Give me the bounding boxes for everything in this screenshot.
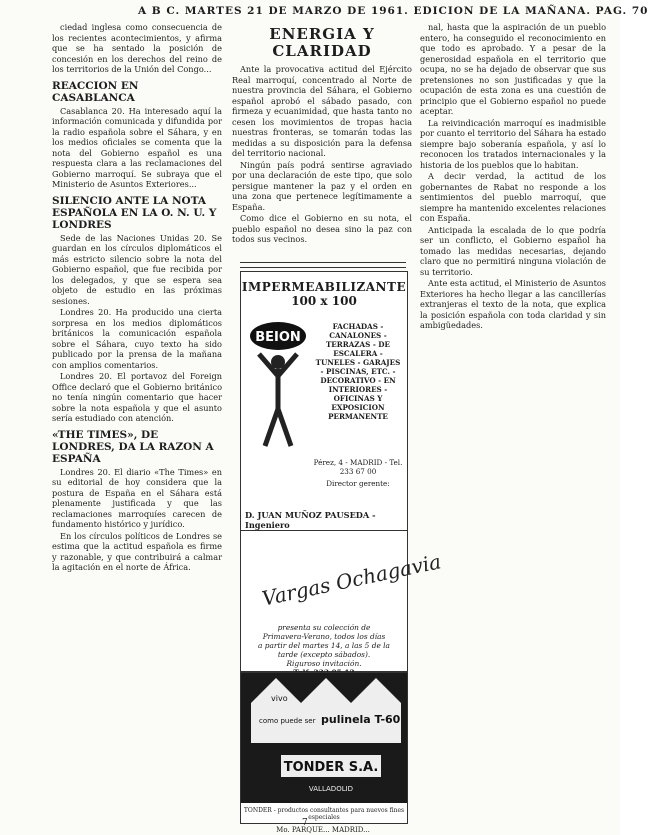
- page-number: 7: [302, 818, 308, 828]
- ad-line: Riguroso invitación.: [286, 659, 362, 668]
- ad-line: a partir del martes 14, a las 5 de la tarde (excepto sábados).: [258, 641, 390, 659]
- ad-address: [313, 458, 403, 488]
- address-text: Pérez, 4 - MADRID - Tel. 233 67 00: [313, 458, 403, 476]
- paragraph: Anticipada la escalada de lo que podría ser un conflicto, el Gobierno español ha tomado las medidas necesarias, dejando claro que no permitirá ninguna violación de su territorio.: [420, 224, 606, 277]
- crown-graphic: [241, 673, 407, 803]
- ad-line1: vivo: [271, 694, 288, 703]
- paragraph: Ante esta actitud, el Ministerio de Asuntos Exteriores ha hecho llegar a las cancillerías extranjeras el texto de la nota, que explica la posición española con toda claridad y sin ambigüedades.: [420, 278, 606, 330]
- paragraph: Londres 20. Ha producido una cierta sorpresa en los medios diplomáticos británicos la comunicación española sobre el Sáhara, cuyo texto ha sido publicado por la prensa de la mañana con amplios comentarios.: [52, 307, 222, 370]
- article-intro: ciedad inglesa como consecuencia de los recientes acontecimientos, y afirma que se ha sentado la posición de concesión en los derechos del reino de los territorios de la Unión del Congo...: [52, 22, 222, 74]
- divider: [240, 262, 406, 268]
- director-label: Director gerente:: [326, 479, 390, 488]
- ad-dark-graphic: [241, 673, 407, 803]
- headline-times: «THE TIMES», DE LONDRES, DA LA RAZON A ESPAÑA: [52, 428, 214, 465]
- ad-title: IMPERMEABILIZANTE: [241, 280, 407, 294]
- paragraph: Ante la provocativa actitud del Ejército Real marroquí, concentrado al Norte de nuestra provincia del Sáhara, el Gobierno español aprobó el sábado pasado, con firmeza y ecuanimidad, que hasta tanto no cesen los movimientos de tropas hacia nuestras fronteras, se tomarán todas las medidas a su disposición para la defensa del territorio nacional.: [232, 64, 412, 158]
- ad-brand: pulinela T-60: [321, 713, 401, 726]
- page-header: A B C. MARTES 21 DE MARZO DE 1961. EDICION DE LA MAÑANA. PAG. 70: [138, 5, 648, 17]
- headline-energia: ENERGIA Y CLARIDAD: [269, 25, 375, 60]
- paragraph: A decir verdad, la actitud de los gobernantes de Rabat no responde a los sentimientos del pueblo marroquí, que siempre ha mantenido excelentes relaciones con España.: [420, 171, 606, 223]
- ad-city: VALLADOLID: [308, 785, 354, 793]
- advertisement-tonder: [240, 672, 408, 824]
- column-left: [52, 22, 222, 812]
- paragraph: nal, hasta que la aspiración de un pueblo entero, ha conseguido el reconocimiento en que todo es aprobado. Y a pesar de la generosidad española en el territorio que ocupa, no se ha dejado de observar que sus pretensiones no son justificadas y que la ocupación de esta zona es una cuestión de principio que el Gobierno español no puede aceptar.: [420, 22, 606, 116]
- ad-subtitle: 100 x 100: [291, 294, 357, 308]
- signature-text: Vargas Ochagavia: [259, 549, 444, 611]
- signature-logo: [253, 549, 444, 621]
- paragraph: Ningún país podrá sentirse agraviado por una declaración de este tipo, que solo persigue mantener la paz y el orden en una zona que pertenece legítimamente a España.: [232, 159, 412, 212]
- ad-company: TONDER S.A.: [283, 760, 379, 775]
- paragraph: Sede de las Naciones Unidas 20. Se guardan en los círculos diplomáticos el más estricto silencio sobre la nota del Gobierno español, que fue recibida por los delegados, y que se espera sea objeto de estudio en las próximas sesiones.: [52, 232, 222, 306]
- ad-caption: Mo. PARQUE... MADRID...: [276, 826, 370, 834]
- paragraph: Londres 20. El diario «The Times» en su editorial de hoy considera que la postura de España en el Sáhara está plenamente justificada y que las reclamaciones marroquíes carecen de fundamento histórico y jurídico.: [52, 466, 222, 529]
- ad-line: Primavera-Verano, todos los días: [262, 632, 386, 641]
- ad-line2: como puede ser: [259, 717, 316, 725]
- headline-silencio: SILENCIO ANTE LA NOTA ESPAÑOLA EN LA O. N. U. Y LONDRES: [52, 194, 217, 231]
- ad-description: [247, 623, 401, 677]
- paragraph: En los círculos políticos de Londres se estima que la actitud española es firme y razonable, y que contribuirá a calmar la agitación en el norte de África.: [52, 530, 222, 572]
- ad-services-list: FACHADAS - CANALONES - TERRAZAS - DE ESCALERA - TUNELES - GARAJES - PISCINAS, ETC. - DECORATIVO - EN INTERIORES - OFICINAS Y EXPOSICION PERMANENTE: [315, 322, 401, 421]
- ad-line: presenta su colección de: [277, 623, 371, 632]
- advertisement-vargas-ochagavia: [240, 530, 444, 672]
- logo-text: BEION: [255, 330, 301, 345]
- ad-footer: TONDER - productos consultantes para nuevos fines especiales: [243, 807, 405, 821]
- advertisement-impermeabilizante: [240, 271, 408, 531]
- beion-figure-logo: [247, 314, 309, 454]
- ad-engineer: D. JUAN MUÑOZ PAUSEDA - Ingeniero: [245, 510, 376, 530]
- headline-casablanca: REACCION EN CASABLANCA: [52, 79, 139, 104]
- paragraph: Casablanca 20. Ha interesado aquí la información comunicada y difundida por la radio española sobre el Sáhara, y en los medios oficiales se comenta que la nota del Gobierno español es una respuesta clara a las reclamaciones del Gobierno marroquí. Se subraya que el Ministerio de Asuntos Exteriores...: [52, 105, 222, 189]
- paragraph: La reivindicación marroquí es inadmisible por cuanto el territorio del Sáhara ha estado siempre bajo soberanía española, y así lo reconocen los tratados internacionales y la historia de los pueblos que lo habitan.: [420, 117, 606, 170]
- column-right: [420, 22, 606, 812]
- paragraph: Londres 20. El portavoz del Foreign Office declaró que el Gobierno británico no tenía ningún comentario que hacer sobre la nota española y que el asunto sería estudiado con atención.: [52, 371, 222, 423]
- paragraph: Como dice el Gobierno en su nota, el pueblo español no desea sino la paz con todos sus vecinos.: [232, 213, 412, 244]
